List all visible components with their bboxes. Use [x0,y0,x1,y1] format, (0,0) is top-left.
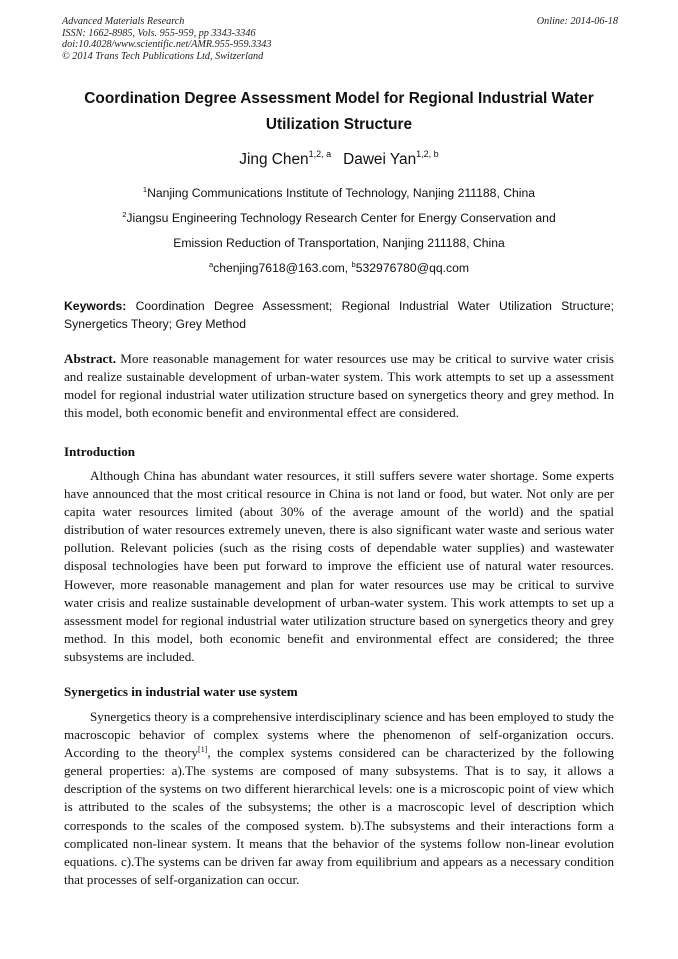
author-name: Dawei Yan [343,151,417,168]
author-name: Jing Chen [239,151,309,168]
citation-ref[interactable]: [1] [198,745,208,755]
issn-line: ISSN: 1662-8985, Vols. 955-959, pp 3343-3346 [62,27,256,39]
copyright-line: © 2014 Trans Tech Publications Ltd, Switzerland [62,50,264,62]
email-marker: a [208,260,214,269]
keywords-text: Coordination Degree Assessment; Regional Industrial Water Utilization Structure; Synergetics Theory; Grey Method [64,299,614,331]
online-date: Online: 2014-06-18 [536,16,618,27]
affiliation-text: Jiangsu Engineering Technology Research Center for Energy Conservation and [126,211,556,225]
email-b: 532976780@qq.com [355,261,470,275]
journal-header [62,16,618,62]
affiliation-marker: 2 [122,210,127,219]
doi-line: doi:10.4028/www.scientific.net/AMR.955-959.3343 [62,39,272,51]
email-marker: b [351,260,356,269]
abstract-label: Abstract. [64,351,116,366]
synergetics-text-part-2: , the complex systems considered can be characterized by the following general properties: a).The systems are composed of many subsystems. That is to say, it allows a description of the systems on two different hierarchical levels: one is a microscopic point of view which is attributed to the scales of the subsystems; the other is a macroscopic level of description which corresponds to the scales of the composed system. b).The subsystems and their interactions form a complicated non-linear system. It means that the behavior of the systems follow non-linear evolution equations. c).The systems can be driven far away from equilibrium and appears as a necessary condition that processes of self-organization can occur. [64,745,614,887]
keywords-label: Keywords: [64,299,127,313]
abstract-text: More reasonable management for water resources use may be critical to survive water crisis and realize sustainable development of urban-water system. This work attempts to set up a assessment model for regional industrial water utilization structure based on synergetics theory and grey method. In this model, both economic benefit and environmental effect are considered. [64,351,614,421]
author-emails [62,260,616,276]
synergetics-text-part-1: Synergetics theory is a comprehensive interdisciplinary science and has been employed to study the macroscopic behavior of complex systems where the phenomenon of self-organization occurs. According to the theory [64,709,614,761]
synergetics-paragraph [64,708,614,889]
journal-name: Advanced Materials Research [62,16,185,27]
affiliation-1 [62,185,616,201]
affiliation-2-line-2 [62,235,616,251]
author-superscript: 1,2, b [416,149,439,159]
section-heading-introduction: Introduction [64,444,136,459]
paper-title [62,86,616,138]
affiliation-2-line-1 [62,210,616,226]
affiliation-marker: 1 [142,185,148,194]
affiliation-text: Nanjing Communications Institute of Technology, Nanjing 211188, China [147,186,536,200]
introduction-paragraph: Although China has abundant water resources, it still suffers severe water shortage. Some experts have announced that the most critical resource in China is not land or food, but water. Not only are per capita water resources limited (about 30% of the average amount of the world) and the spatial distribution of water resources extremely uneven, there is also significant water waste and serious water pollution. Relevant policies (such as the rising costs of dependable water supplies) and wastewater disposal technologies have been put forward to improve the efficient use of natural water resources. However, more reasonable management and plan for water resources use may be critical to survive water crisis and realize sustainable development of urban-water system. This work attempts to set up a assessment model for regional industrial water utilization structure based on synergetics theory and grey method. In this model, both economic benefit and environmental effect are considered; the three subsystems are included. [64,468,614,664]
keywords [64,297,614,333]
title-line-1: Coordination Degree Assessment Model for Regional Industrial Water [84,90,594,107]
email-a: chenjing7618@163.com, [213,261,352,275]
abstract [64,350,614,422]
author-list [62,150,616,170]
affiliation-text: Emission Reduction of Transportation, Nanjing 211188, China [173,236,505,250]
title-line-2: Utilization Structure [265,116,413,133]
section-heading-synergetics: Synergetics in industrial water use system [64,684,298,699]
author-superscript: 1,2, a [308,149,332,159]
